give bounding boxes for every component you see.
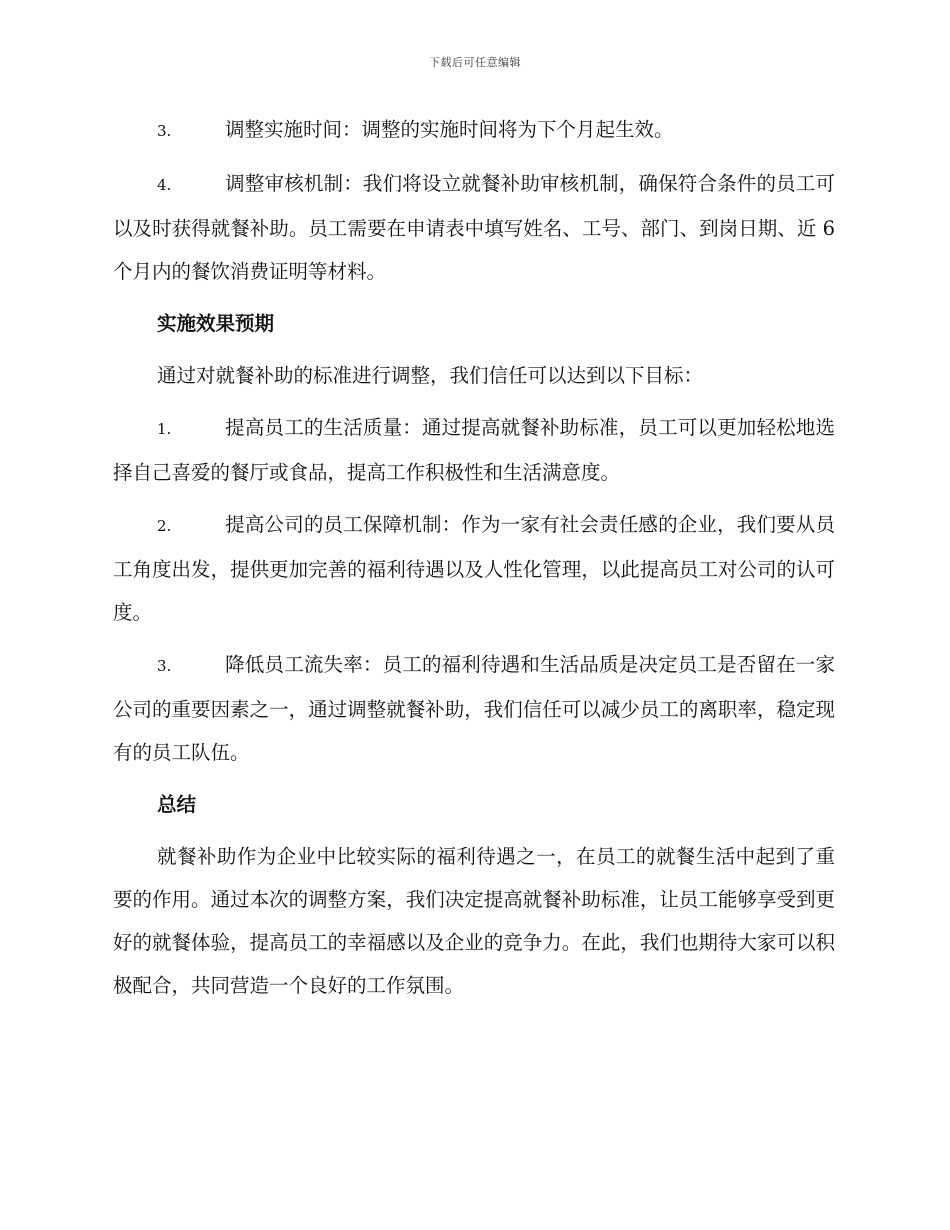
page-header-note: 下载后可任意编辑 bbox=[429, 56, 521, 69]
section-heading-summary: 总结 bbox=[157, 793, 197, 816]
list-item-goal-security bbox=[113, 503, 835, 634]
list-item-text: 降低员工流失率：员工的福利待遇和生活品质是决定员工是否留在一家公司的重要因素之一，通过调整就餐补助，我们信任可以减少员工的离职率，稳定现有的员工队伍。 bbox=[113, 653, 835, 764]
list-item-text: 调整实施时间：调整的实施时间将为下个月起生效。 bbox=[225, 118, 674, 141]
list-item-text: 调整审核机制：我们将设立就餐补助审核机制，确保符合条件的员工可以及时获得就餐补助。员工需要在申请表中填写姓名、工号、部门、到岗日期、近 6 个月内的餐饮消费证明等材料。 bbox=[113, 172, 835, 283]
list-number: 3. bbox=[157, 122, 172, 140]
list-item-goal-turnover bbox=[113, 643, 835, 774]
document-body bbox=[113, 108, 835, 1016]
section-heading-effect: 实施效果预期 bbox=[157, 312, 275, 335]
list-number: 3. bbox=[157, 657, 172, 675]
list-number: 4. bbox=[157, 176, 172, 194]
list-item-goal-quality bbox=[113, 406, 835, 494]
list-item-review-mechanism bbox=[113, 162, 835, 293]
paragraph-summary: 就餐补助作为企业中比较实际的福利待遇之一，在员工的就餐生活中起到了重要的作用。通过本次的调整方案，我们决定提高就餐补助标准，让员工能够享受到更好的就餐体验，提高员工的幸福感以及企业的竞争力。在此，我们也期待大家可以积极配合，共同营造一个良好的工作氛围。 bbox=[113, 845, 835, 997]
list-number: 2. bbox=[157, 517, 172, 535]
list-item-adjust-time bbox=[113, 108, 835, 153]
list-item-text: 提高员工的生活质量：通过提高就餐补助标准，员工可以更加轻松地选择自己喜爱的餐厅或食品，提高工作积极性和生活满意度。 bbox=[113, 416, 835, 484]
paragraph-effect-intro: 通过对就餐补助的标准进行调整，我们信任可以达到以下目标： bbox=[157, 364, 704, 387]
list-item-text: 提高公司的员工保障机制：作为一家有社会责任感的企业，我们要从员工角度出发，提供更加完善的福利待遇以及人性化管理，以此提高员工对公司的认可度。 bbox=[113, 513, 835, 624]
list-number: 1. bbox=[157, 420, 172, 438]
